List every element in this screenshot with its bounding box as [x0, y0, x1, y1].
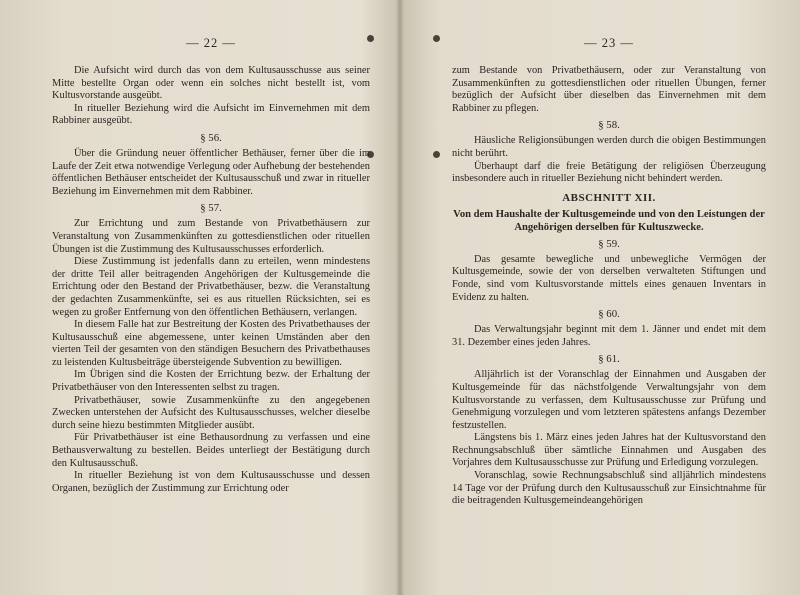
paragraph: Über die Gründung neuer öffentlicher Bethäuser, ferner über die im Laufe der Zeit etwa notwendige Verlegung oder Aufhebung der bestehenden öffentlichen Bethäuser entscheidet der Kultusausschuß und zwar in ritueller Beziehung im Einvernehmen mit dem Rabbiner.: [52, 147, 370, 197]
paragraph: Voranschlag, sowie Rechnungsabschluß sind alljährlich mindestens 14 Tage vor der Prüfung durch den Kultusausschuß zur Einsichtnahme für die beitragenden Kultusgemeindeangehörigen: [452, 470, 766, 507]
paragraph: In ritueller Beziehung ist von dem Kultusausschusse und dessen Organen, bezüglich der Zustimmung zur Errichtung oder: [52, 470, 370, 494]
paragraph: Das gesamte bewegliche und unbewegliche Vermögen der Kultusgemeinde, sowie der von derselben verwalteten Stiftungen und Fonde, sind vom Kultusvorstande mittels eines genauen Inventars in Evidenz zu halten.: [452, 253, 766, 303]
section-number: § 59.: [598, 237, 620, 250]
section-number: § 60.: [598, 308, 620, 321]
section-number: § 61.: [598, 353, 620, 366]
paragraph: Häusliche Religionsübungen werden durch die obigen Bestimmungen nicht berührt.: [452, 135, 766, 159]
section-number: § 57.: [200, 202, 222, 215]
right-page-body: [452, 65, 766, 508]
page-number: — 23 —: [584, 36, 634, 50]
paragraph: Privatbethäuser, sowie Zusammenkünfte zu den angegebenen Zwecken unterstehen der Aufsicht des Kultusausschusses, welcher dieselbe durch seine hiezu bestimmten Mitglieder ausübt.: [52, 394, 370, 431]
section-number: § 58.: [598, 119, 620, 132]
paragraph: Längstens bis 1. März eines jeden Jahres hat der Kultusvorstand den Rechnungsabschluß über sämtliche Einnahmen und Ausgaben des Vorjahres dem Kultusausschusse zur Prüfung und Erledigung vorzulegen.: [452, 432, 766, 469]
chapter-heading: ABSCHNITT XII.: [562, 191, 656, 204]
paragraph: In ritueller Beziehung wird die Aufsicht im Einvernehmen mit dem Rabbiner ausgeübt.: [52, 102, 370, 127]
left-page-body: [52, 65, 370, 495]
paragraph: Das Verwaltungsjahr beginnt mit dem 1. Jänner und endet mit dem 31. Dezember eines jeden Jahres.: [452, 324, 766, 348]
paragraph: zum Bestande von Privatbethäusern, oder zur Veranstaltung von Zusammenkünften zu gottesdienstlichen oder rituellen Übungen, ferner bezüglich der Aufsicht über dieselben das Einvernehmen mit dem Rabbiner zu pflegen.: [452, 65, 766, 114]
paragraph: Die Aufsicht wird durch das von dem Kultusausschusse aus seiner Mitte bestellte Organ oder wenn ein solches nicht bestellt ist, vom Kultusvorstande ausgeübt.: [52, 65, 370, 102]
paragraph: Im Übrigen sind die Kosten der Errichtung bezw. der Erhaltung der Privatbethäuser von den Interessenten selbst zu tragen.: [52, 369, 370, 394]
right-page: [400, 0, 800, 595]
paragraph: Überhaupt darf die freie Betätigung der religiösen Überzeugung insbesondere auch in ritueller Beziehung nicht behindert werden.: [452, 160, 766, 185]
paragraph: Zur Errichtung und zum Bestande von Privatbethäusern zur Veranstaltung von Zusammenkünften zu gottesdienstlichen oder rituellen Übungen ist die Zustimmung des Kultusausschusses erforderlich.: [52, 218, 370, 255]
section-number: § 56.: [200, 131, 222, 144]
page-number: — 22 —: [186, 36, 236, 50]
paragraph: Alljährlich ist der Voranschlag der Einnahmen und Ausgaben der Kultusgemeinde für das nächstfolgende Verwaltungsjahr von dem Kultusvorstande zu verfassen, dem Kultusausschusse zur Prüfung und Genehmigung vorzulegen und vom letzteren spätestens anfangs Dezember festzustellen.: [452, 369, 766, 431]
paragraph: In diesem Falle hat zur Bestreitung der Kosten des Privatbethauses der Kultusausschuß eine abgemessene, unter keinen Umständen aber den vierten Teil der gesamten von den ständigen Besuchern des Privatbethauses zu leistenden Kultusbeiträge übersteigende Subvention zu bewilligen.: [52, 319, 370, 368]
paragraph: Für Privatbethäuser ist eine Bethausordnung zu verfassen und eine Bethausverwaltung zu bestellen. Beides unterliegt der Bestätigung durch den Kultusausschuß.: [52, 432, 370, 469]
paragraph: Diese Zustimmung ist jedenfalls dann zu erteilen, wenn mindestens der dritte Teil aller beitragenden Angehörigen der Kultusgemeinde die Errichtung oder den Bestand der Privatbethäuser, bezw. die Veranstaltung der gedachten Zusammenkünfte, sei es aus rituellen Rücksichten, sei es wegen zu großer Entfernung von den öffentlichen Bethäusern, verlangen.: [52, 256, 370, 318]
chapter-subheading: Von dem Haushalte der Kultusgemeinde und von den Leistungen der Angehörigen derselben für Kultuszwecke.: [453, 208, 765, 233]
